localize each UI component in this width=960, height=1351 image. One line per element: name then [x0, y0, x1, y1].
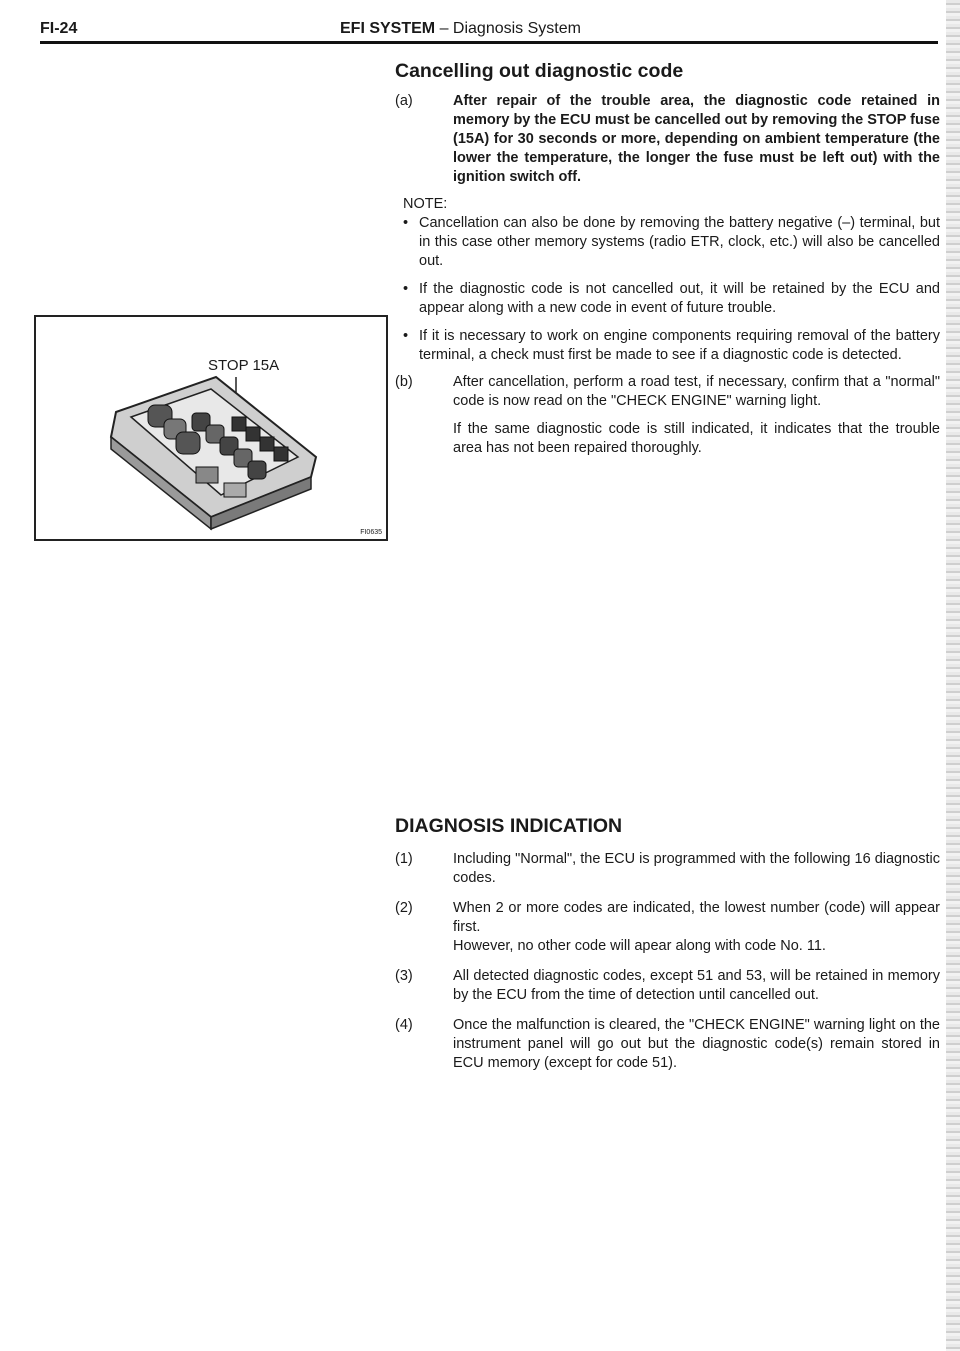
- step-b-text-2: If the same diagnostic code is still indicated, it indicates that the trouble area has not been repaired thoroughly.: [453, 421, 940, 456]
- note-bullet-text: If it is necessary to work on engine components requiring removal of the battery terminal, a check must first be made to see if a diagnostic code is detected.: [419, 328, 940, 363]
- step-a-label: (a): [395, 93, 413, 109]
- note-bullet: [395, 327, 940, 365]
- section-title: EFI SYSTEM – Diagnosis System: [340, 20, 581, 37]
- item-text: Including "Normal", the ECU is programmed with the following 16 diagnostic codes.: [453, 851, 940, 886]
- indication-item: [395, 967, 940, 1005]
- indication-item: [395, 850, 940, 888]
- indication-item: [395, 1016, 940, 1073]
- fuse-label: STOP 15A: [208, 357, 280, 374]
- bullet-icon: •: [403, 281, 409, 297]
- bullet-icon: •: [403, 215, 409, 231]
- item-label: (1): [395, 851, 413, 867]
- item-text-wrap: [453, 899, 940, 956]
- item-label: (2): [395, 900, 413, 916]
- page-header: [40, 20, 935, 42]
- step-a: [395, 92, 940, 187]
- figure-code: FI0635: [360, 529, 382, 536]
- item-text: Once the malfunction is cleared, the "CHECK ENGINE" warning light on the instrument panel will go out but the diagnostic code(s) remain stored in ECU memory (except for code 51).: [453, 1017, 940, 1071]
- fuse-box-figure: [34, 315, 388, 541]
- step-b: [395, 373, 940, 411]
- step-b-text: After cancellation, perform a road test, if necessary, confirm that a "normal" code is now read on the "CHECK ENGINE" warning light.: [453, 374, 940, 409]
- indication-item: [395, 899, 940, 956]
- item-label: (4): [395, 1017, 413, 1033]
- indication-heading: DIAGNOSIS INDICATION: [395, 815, 623, 837]
- item-label: (3): [395, 968, 413, 984]
- indication-section: [395, 813, 940, 1073]
- item-text: When 2 or more codes are indicated, the lowest number (code) will appear first.: [453, 900, 940, 935]
- note-bullet: [395, 280, 940, 318]
- note-bullet-text: If the diagnostic code is not cancelled out, it will be retained by the ECU and appear along with a new code in event of future trouble.: [419, 281, 940, 316]
- item-text-2: However, no other code will apear along with code No. 11.: [453, 938, 826, 954]
- item-text: All detected diagnostic codes, except 51 and 53, will be retained in memory by the ECU from the time of detection until cancelled out.: [453, 968, 940, 1003]
- note-bullet: [395, 214, 940, 271]
- note-label: NOTE:: [403, 196, 448, 212]
- step-a-text: After repair of the trouble area, the diagnostic code retained in memory by the ECU must be cancelled out by removing the STOP fuse (15A) for 30 seconds or more, depending on ambient temperature (the lower the temperature, the longer the fuse must be left out) with the ignition switch off.: [453, 93, 940, 185]
- step-b-label: (b): [395, 374, 413, 390]
- page-number: FI-24: [40, 20, 78, 37]
- header-rule: [40, 41, 938, 44]
- cancel-heading: Cancelling out diagnostic code: [395, 60, 684, 82]
- cancel-section: [395, 58, 940, 458]
- bullet-icon: •: [403, 328, 409, 344]
- scan-edge: [946, 0, 960, 1351]
- fuse-box-illustration: [36, 317, 386, 539]
- note-bullet-text: Cancellation can also be done by removing the battery negative (–) terminal, but in this case other memory systems (radio ETR, clock, etc.) will also be cancelled out.: [419, 215, 940, 269]
